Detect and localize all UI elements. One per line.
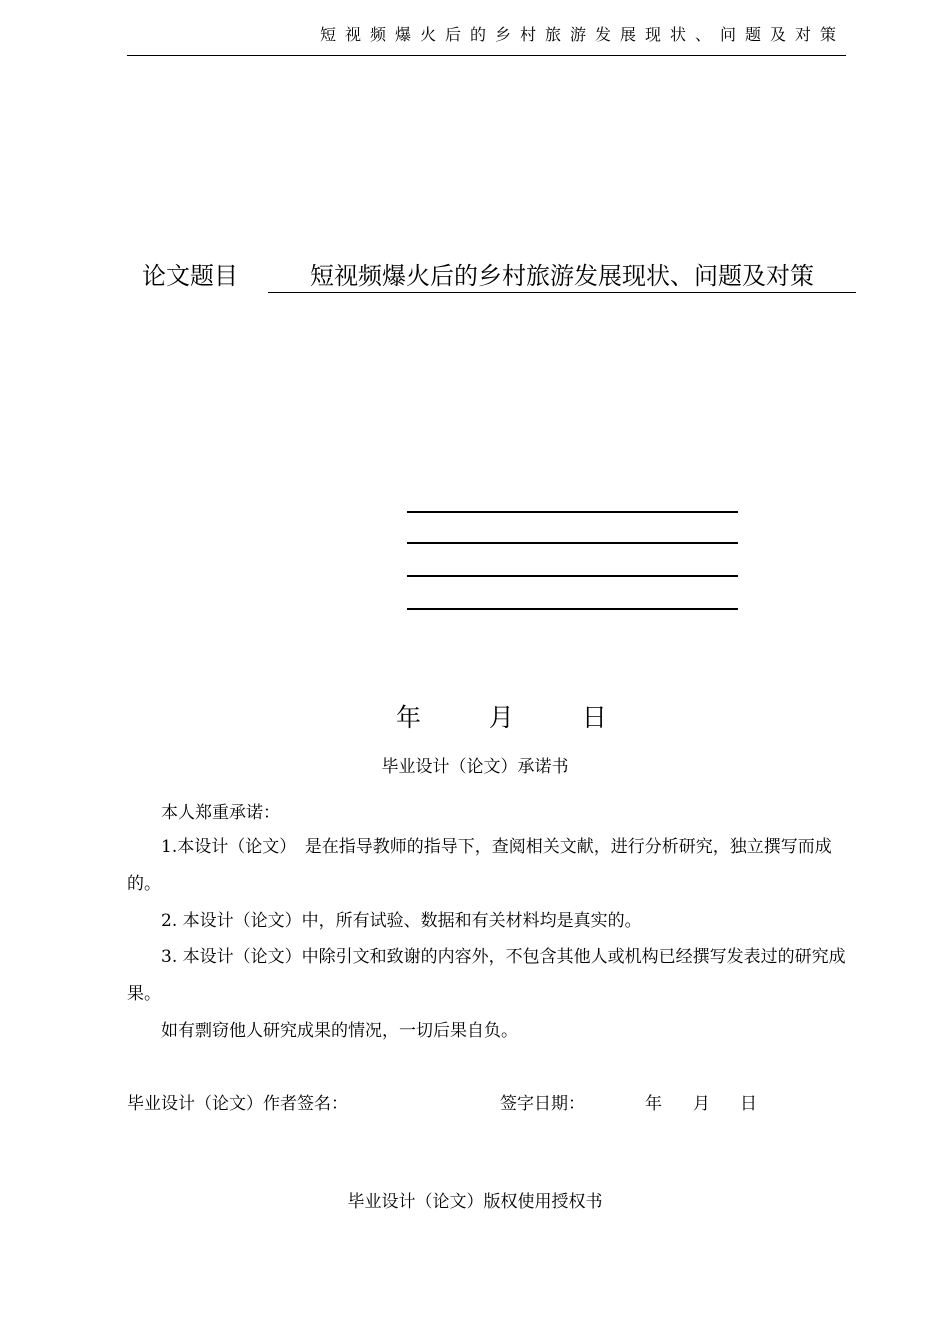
sign-date-year-label: 年 bbox=[645, 1094, 662, 1114]
header-rule bbox=[127, 55, 846, 56]
author-signature-label: 毕业设计（论文）作者签名： bbox=[127, 1094, 348, 1114]
sign-date-label: 签字日期： bbox=[500, 1094, 585, 1114]
signature-row bbox=[127, 1089, 847, 1115]
cover-date-month-label: 月 bbox=[488, 703, 514, 732]
pledge-item-2: 2. 本设计（论文）中，所有试验、数据和有关材料均是真实的。 bbox=[161, 911, 642, 931]
blank-fill-line-2 bbox=[407, 542, 738, 544]
cover-date bbox=[396, 698, 607, 734]
thesis-title-label: 论文题目 bbox=[142, 262, 238, 290]
cover-date-year-label: 年 bbox=[396, 703, 422, 732]
thesis-title-row bbox=[142, 256, 862, 292]
pledge-heading: 毕业设计（论文）承诺书 bbox=[381, 757, 569, 777]
sign-date-day-label: 日 bbox=[740, 1094, 757, 1114]
pledge-item-1: 1.本设计（论文） 是在指导教师的指导下，查阅相关文献，进行分析研究，独立撰写而成的。 bbox=[127, 837, 832, 894]
copyright-heading: 毕业设计（论文）版权使用授权书 bbox=[347, 1192, 603, 1212]
pledge-intro: 本人郑重承诺： bbox=[161, 803, 280, 823]
pledge-closing: 如有剽窃他人研究成果的情况，一切后果自负。 bbox=[161, 1021, 518, 1041]
blank-fill-line-1 bbox=[407, 511, 738, 513]
cover-date-day-label: 日 bbox=[581, 703, 607, 732]
blank-fill-line-4 bbox=[407, 608, 738, 610]
sign-date-month-label: 月 bbox=[693, 1094, 710, 1114]
thesis-title: 短视频爆火后的乡村旅游发展现状、问题及对策 bbox=[268, 256, 856, 293]
running-header-title: 短视频爆火后的乡村旅游发展现状、问题及对策 bbox=[319, 25, 845, 44]
blank-fill-line-3 bbox=[407, 575, 738, 577]
pledge-item-3: 3. 本设计（论文）中除引文和致谢的内容外，不包含其他人或机构已经撰写发表过的研究成果。 bbox=[127, 947, 846, 1004]
